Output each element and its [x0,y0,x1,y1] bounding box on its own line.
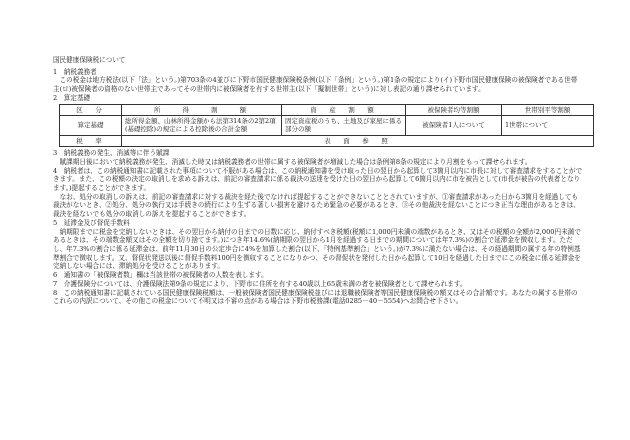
header-shotoku: 所 得 割 額 [122,104,282,115]
section-4-text-1: 納税者は、この納税通知書に記載された事項について不服がある場合は、この納税通知書を受け取った日の翌日から起算して3箇月以内に市長に対して審査請求をすることができます。また、この税額の決定の取消しを求める訴えは、前記の審査請求に係る裁決の送達を受けた日の翌日から起算して6箇月以内に市を被告として(市長が被告の代表者となります。)提起することができます。 [53,166,583,193]
section-8-text-2: 85－40－5554)へお問合せ下さい。 [353,297,463,306]
row-label-santei: 算定基礎 [60,115,122,135]
section-5-body: 納期限までに税金を完納しないときは、その翌日から納付の日までの日数に応じ、納付すべき税額(税額に1,000円未満の端数があるとき、又はその税額の全額が2,000円未満であるときは、その端数金額又はその全額を切り捨てます。)につき年14.6%(納期限の翌日から1月を経過する日までの期間については年7.3%)の割合で延滞金を徴収します。ただし、年7.3%の割合に係る延滞金は、前年11月30日の公定歩合に4%を加算した割合(以下、「特例基準割合」という。)が7.3%に満たない場合は、その経過期間の属する年の特例基準割合で徴収します。又、督促状発送以後に督促手数料100円を徴収することになりかつ、その督促状を発付した日から起算して10日を経過した日までにこの税金に係る延滞金を完納しない場合には、滞納処分を受けることがあります。 [53,227,581,271]
section-8 [53,289,583,306]
section-2-heading: 2 算定基礎 [53,93,91,102]
table-row [60,115,594,135]
cell-kinto: 被保険者1人について [406,115,502,135]
header-byodo: 世帯別平等割額 [502,104,594,115]
cell-byodo: 1世帯について [502,115,594,135]
section-8-number: 8 [53,288,58,297]
section-4-para-2: なお、処分の取消しの訴えは、前記の審査請求に対する裁決を経た後でなければ提起することができないこととされていますが、①審査請求があった日から3箇月を経過しても裁決がないとき、②処分、処分の執行又は手続きの続行により生ずる著しい損害を避けるため緊急の必要があるとき、③その他裁決を経ないことにつき正当な理由があるときは、裁決を経ないでも処分の取消しの訴えを提起することができます。 [53,192,580,219]
section-7: 7 介護保険分については、介護保険法第9条の規定により、下野市に住所を有する40歳以上65歳未満の者を被保険者として課せられます。 [53,279,467,288]
section-4-number: 4 [53,166,58,175]
table-header-row [60,104,594,115]
header-shisan: 資 産 割 額 [282,104,406,115]
calculation-basis-table [59,104,594,148]
tax-notice-document [53,56,583,306]
section-3-body: 賦課期日後において納税義務が発生、消滅した時又は納税義務者の世帯に属する被保険者が増減した場合は条例第8条の規定により月割をもって課せられます。 [59,157,532,166]
header-kinto: 被保険者均等割額 [406,104,502,115]
cell-shisan: 固定資産税のうち、土地及び家屋に係る部分の額 [282,115,406,135]
header-kubun: 区 分 [60,104,122,115]
cell-omote-sansho: 表 面 参 照 [122,135,594,146]
section-1-body: この税金は地方税法(以下「法」という。)第703条の4並びに下野市国民健康保険税条例(以下「条例」という。)第1条の規定により(イ)下野市国民健康保険の被保険者である世帯主(ロ)被保険者の資格のない世帯主であってその世帯内に被保険者を有する世帯主(以下「擬制世帯」という)に対し表記の通り課せられています。 [53,76,578,94]
document-title: 国民健康保険税について [53,56,126,64]
cell-shotoku: 総所得金額、山林所得金額から法第314条の2第2項(基礎控除)の規定による控除後の合計金額 [122,115,282,135]
section-3-heading: 3 納税義務の発生、消滅等に伴う賦課 [53,149,170,158]
section-4-para-1 [53,167,583,193]
row-label-zeiritsu: 税 率 [60,135,122,146]
section-1-heading: 1 納税義務者 [53,67,97,76]
section-8-text-1: この納税通知書に記載されている国民健康保険税額は、一般被保険者国民健康保険税並びには退職被保険者等国民健康保険税の額又はその合計額です。あなたの属する世帯のこれらの内訳について、その他この税金について不明又は不審の点がある場合は下野市税務課(電話02 [53,288,578,306]
section-5-heading: 5 延滞金及び督促手数料 [53,218,130,227]
table-row [60,135,594,146]
section-6: 6 通知書の「被保険者数」欄は当該世帯の被保険者の人数を表します。 [53,271,268,280]
